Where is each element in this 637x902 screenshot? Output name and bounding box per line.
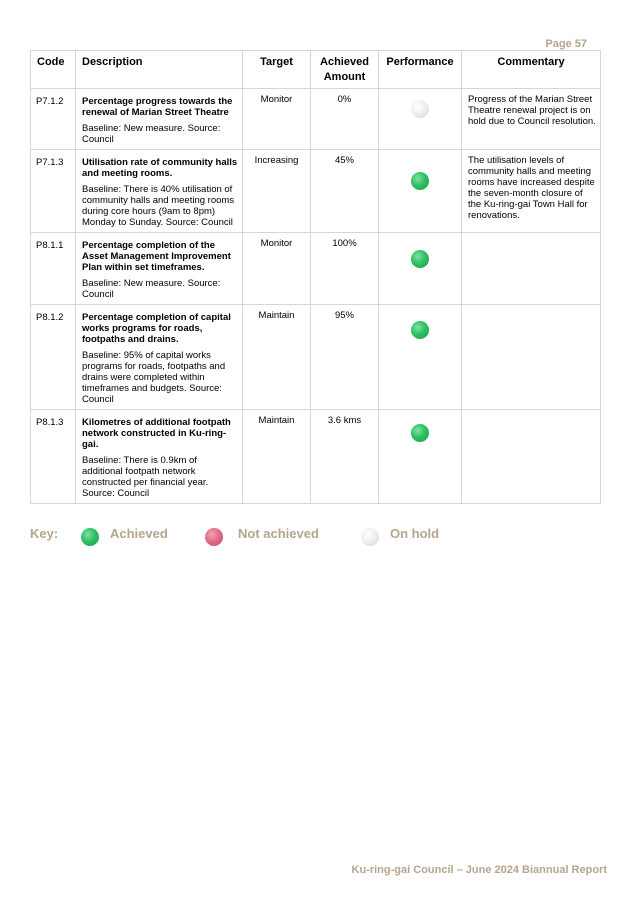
achieved-status-icon (411, 250, 429, 268)
row-performance (379, 89, 462, 150)
header-achieved-line1: Achieved (320, 56, 369, 68)
key-on-hold-label: On hold (390, 526, 440, 541)
row-commentary: Progress of the Marian Street Theatre renewal project is on hold due to Council resolution. (462, 89, 601, 150)
achieved-status-icon (411, 172, 429, 190)
table-row (31, 305, 601, 410)
row-target: Maintain (243, 410, 311, 504)
key-label: Key: (30, 526, 59, 541)
row-baseline: Baseline: There is 0.9km of additional footpath network constructed per financial year. Source: Council (82, 455, 209, 499)
row-commentary: The utilisation levels of community halls and meeting rooms have increased despite the seven-month closure of the Ku-ring-gai Town Hall for renovations. (462, 150, 601, 233)
row-description (76, 410, 243, 504)
header-description: Description (76, 51, 243, 89)
row-performance (379, 233, 462, 305)
table-row (31, 89, 601, 150)
row-description (76, 89, 243, 150)
row-achieved: 3.6 kms (311, 410, 379, 504)
row-description (76, 233, 243, 305)
row-target: Increasing (243, 150, 311, 233)
on-hold-key-icon (361, 528, 379, 546)
row-achieved: 0% (311, 89, 379, 150)
not-achieved-key-icon (205, 528, 223, 546)
row-code: P7.1.2 (31, 89, 76, 150)
row-performance (379, 410, 462, 504)
header-code: Code (31, 51, 76, 89)
row-commentary (462, 233, 601, 305)
table-row (31, 233, 601, 305)
row-code: P7.1.3 (31, 150, 76, 233)
row-achieved: 95% (311, 305, 379, 410)
report-footer: Ku-ring-gai Council – June 2024 Biannual Report (351, 864, 607, 876)
header-commentary: Commentary (462, 51, 601, 89)
row-baseline: Baseline: 95% of capital works programs for roads, footpaths and drains were completed within timeframes and budgets. Source: Council (82, 350, 226, 405)
row-description (76, 305, 243, 410)
row-target: Maintain (243, 305, 311, 410)
row-title: Percentage progress towards the renewal of Marian Street Theatre (82, 96, 233, 118)
row-performance (379, 150, 462, 233)
row-baseline: Baseline: New measure. Source: Council (82, 123, 221, 145)
achieved-status-icon (411, 321, 429, 339)
key-not-achieved-label: Not achieved (238, 526, 319, 541)
header-performance: Performance (379, 51, 462, 89)
page-number: Page 57 (545, 38, 587, 50)
row-title: Percentage completion of the Asset Management Improvement Plan within set timeframes. (82, 240, 231, 273)
key-achieved-label: Achieved (110, 526, 168, 541)
header-achieved-line2: Amount (323, 71, 366, 83)
achieved-status-icon (411, 424, 429, 442)
row-description (76, 150, 243, 233)
row-commentary (462, 410, 601, 504)
row-baseline: Baseline: New measure. Source: Council (82, 278, 221, 300)
on-hold-status-icon (411, 100, 429, 118)
table-row (31, 410, 601, 504)
header-achieved-amount (311, 51, 379, 89)
row-baseline: Baseline: There is 40% utilisation of community halls and meeting rooms during core hours (9am to 8pm) Monday to Sunday. Source: Council (82, 184, 235, 228)
table-row (31, 150, 601, 233)
row-achieved: 45% (311, 150, 379, 233)
header-target: Target (243, 51, 311, 89)
row-commentary (462, 305, 601, 410)
row-code: P8.1.1 (31, 233, 76, 305)
row-achieved: 100% (311, 233, 379, 305)
achieved-key-icon (81, 528, 99, 546)
table-header-row (31, 51, 601, 89)
row-code: P8.1.3 (31, 410, 76, 504)
row-code: P8.1.2 (31, 305, 76, 410)
performance-table (30, 50, 601, 504)
row-target: Monitor (243, 233, 311, 305)
row-title: Utilisation rate of community halls and meeting rooms. (82, 157, 238, 179)
row-title: Percentage completion of capital works programs for roads, footpaths and drains. (82, 312, 231, 345)
row-title: Kilometres of additional footpath network constructed in Ku-ring-gai. (82, 417, 231, 450)
row-target: Monitor (243, 89, 311, 150)
row-performance (379, 305, 462, 410)
